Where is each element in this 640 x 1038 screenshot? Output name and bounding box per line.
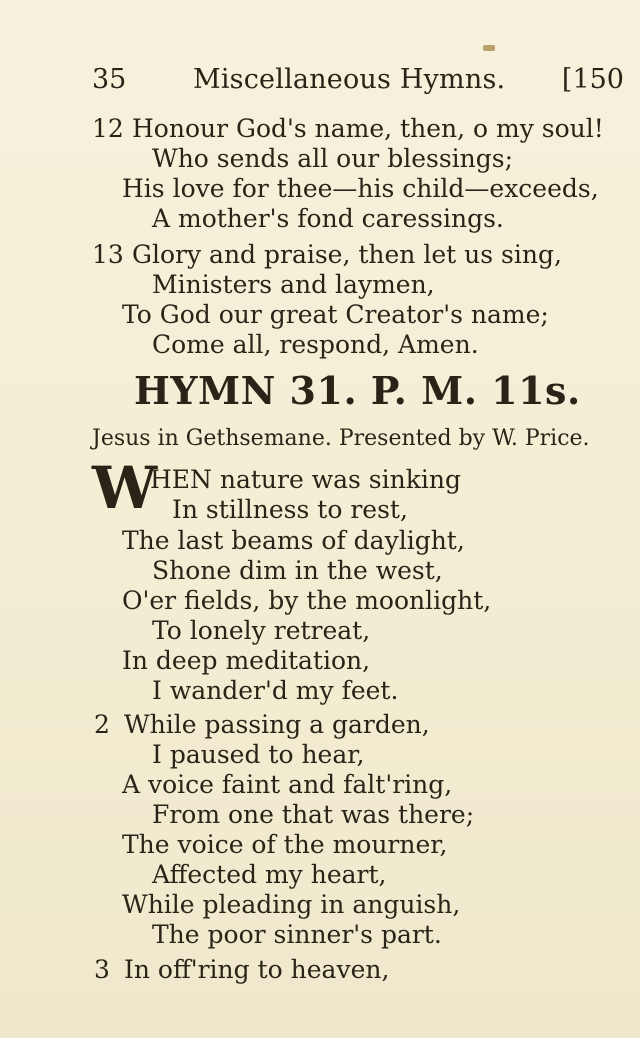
- verse-number: 3: [94, 955, 110, 984]
- hymn-title: HYMN 31. P. M. 11s.: [134, 368, 581, 413]
- verse-line: Shone dim in the west,: [152, 556, 443, 585]
- verse-line: The voice of the mourner,: [122, 830, 448, 859]
- verse-line: From one that was there;: [152, 800, 475, 829]
- verse-line: In off'ring to heaven,: [124, 955, 390, 984]
- page-number-left: 35: [92, 64, 127, 95]
- verse-number: 13: [92, 240, 124, 269]
- running-header: [92, 62, 624, 98]
- verse-line: A voice faint and falt'ring,: [122, 770, 453, 799]
- verse-line: Who sends all our blessings;: [152, 144, 513, 173]
- drop-cap: W: [92, 454, 158, 522]
- verse-line: HEN nature was sinking: [150, 465, 461, 494]
- verse-line: To lonely retreat,: [152, 616, 371, 645]
- verse-line: Honour God's name, then, o my soul!: [132, 114, 604, 143]
- verse-number: 2: [94, 710, 110, 739]
- verse-line: Glory and praise, then let us sing,: [132, 240, 562, 269]
- verse-line: In deep meditation,: [122, 646, 371, 675]
- page-number-right: [150: [561, 64, 624, 95]
- verse-number: 12: [92, 114, 124, 143]
- verse-line: While pleading in anguish,: [122, 890, 461, 919]
- verse-line: While passing a garden,: [124, 710, 430, 739]
- verse-line: In stillness to rest,: [172, 495, 408, 524]
- verse-line: A mother's fond caressings.: [152, 204, 504, 233]
- verse-line: I paused to hear,: [152, 740, 365, 769]
- running-title: Miscellaneous Hymns.: [193, 64, 506, 95]
- verse-line: Ministers and laymen,: [152, 270, 435, 299]
- verse-line: I wander'd my feet.: [152, 676, 399, 705]
- verse-line: To God our great Creator's name;: [122, 300, 549, 329]
- verse-line: The last beams of daylight,: [122, 526, 465, 555]
- verse-line: Come all, respond, Amen.: [152, 330, 479, 359]
- hymn-subtitle: Jesus in Gethsemane. Presented by W. Price.: [92, 426, 590, 451]
- ink-speck: [483, 45, 495, 51]
- verse-line: O'er fields, by the moonlight,: [122, 586, 492, 615]
- verse-line: The poor sinner's part.: [152, 920, 442, 949]
- verse-line: His love for thee—his child—exceeds,: [122, 174, 599, 203]
- verse-line: Affected my heart,: [152, 860, 387, 889]
